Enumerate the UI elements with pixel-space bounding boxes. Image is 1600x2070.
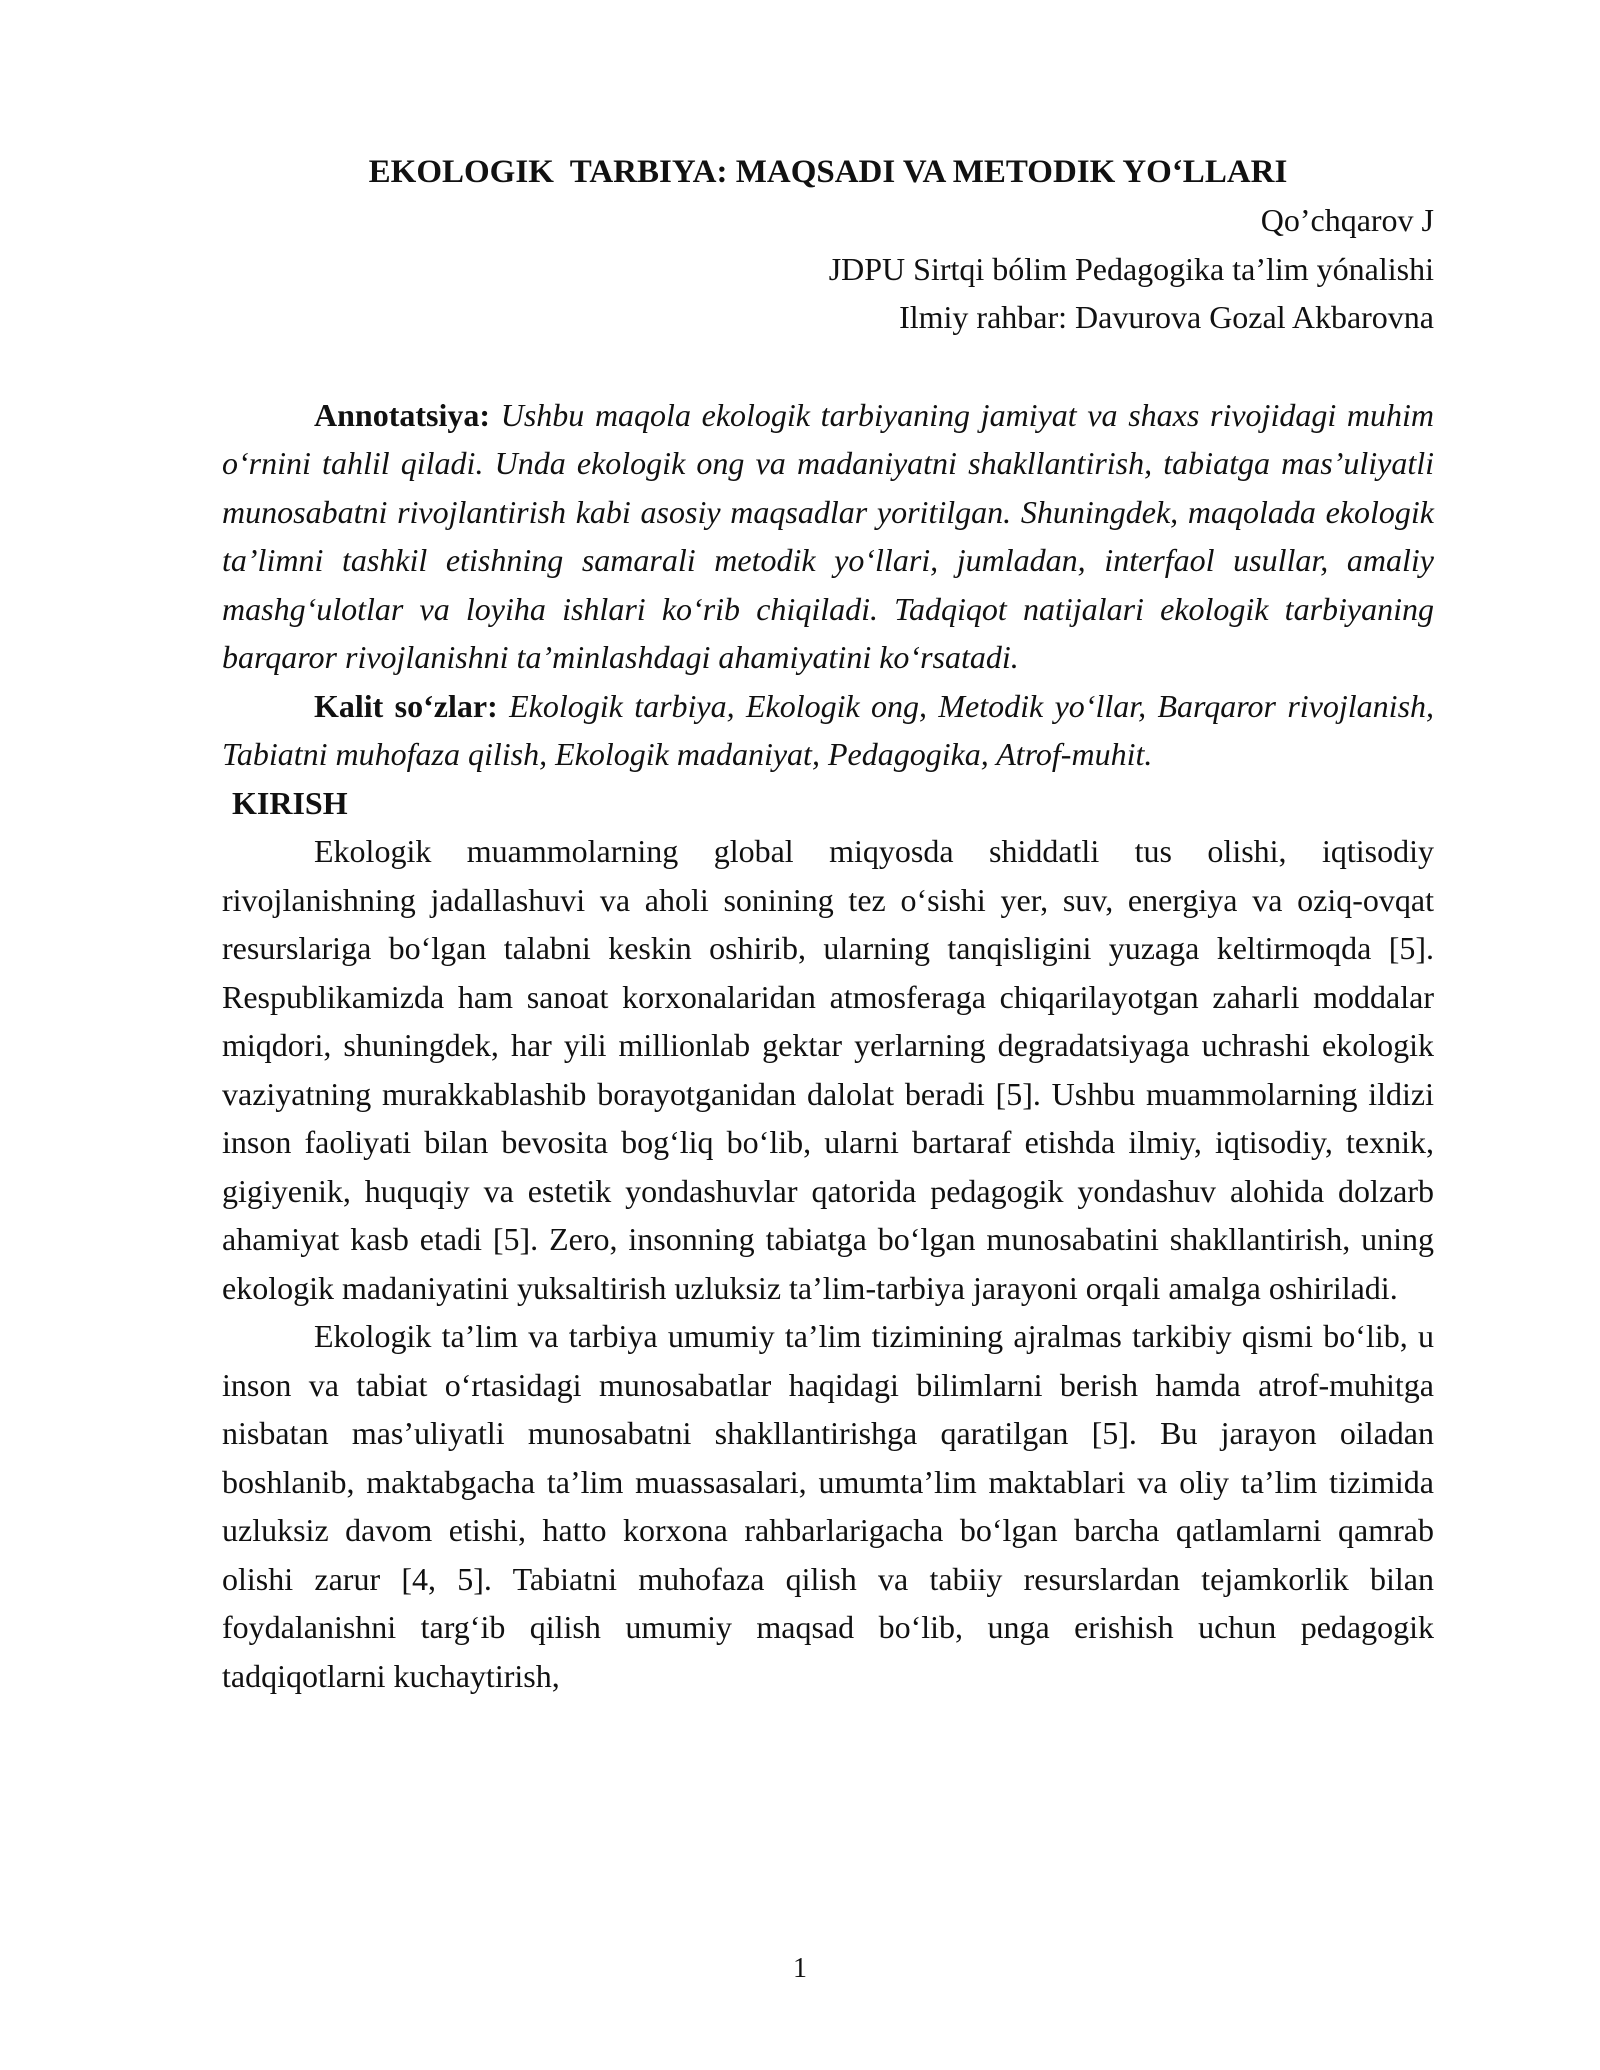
body-paragraph: Ekologik ta’lim va tarbiya umumiy ta’lim tizimining ajralmas tarkibiy qismi bo‘lib, u inson va tabiat o‘rtasidagi munosabatlar haqidagi bilimlarni berish hamda atrof-muhitga nisbatan mas’uliyatli munosabatni shakllantirishga qaratilgan [5]. Bu jarayon oiladan boshlanib, maktabgacha ta’lim muassasalari, umumta’lim maktablari va oliy ta’lim tizimida uzluksiz davom etishi, hatto korxona rahbarlarigacha bo‘lgan barcha qatlamlarni qamrab olishi zarur [4, 5]. Tabiatni muhofaza qilish va tabiiy resurslardan tejamkorlik bilan foydalanishni targ‘ib qilish umumiy maqsad bo‘lib, unga erishish uchun pedagogik tadqiqotlarni kuchaytirish,: [222, 1318, 1434, 1694]
page-number: 1: [793, 1953, 807, 1984]
keywords-label: Kalit so‘zlar:: [314, 687, 498, 724]
section-heading: KIRISH: [232, 784, 348, 821]
keywords-text: Ekologik tarbiya, Ekologik ong, Metodik yo‘llar, Barqaror rivojlanish, Tabiatni muhofaza qilish, Ekologik madaniyat, Pedagogika, Atrof-muhit.: [222, 687, 1435, 772]
scientific-supervisor: Ilmiy rahbar: Davurova Gozal Akbarovna: [899, 299, 1434, 335]
author-affiliation: JDPU Sirtqi bólim Pedagogika ta’lim yónalishi: [828, 250, 1434, 287]
annotation-text: Ushbu maqola ekologik tarbiyaning jamiyat va shaxs rivojidagi muhim o‘rnini tahlil qiladi. Unda ekologik ong va madaniyatni shakllantirish, tabiatga mas’uliyatli munosabatni rivojlantirish kabi asosiy maqsadlar yoritilgan. Shuningdek, maqolada ekologik ta’limni tashkil etishning samarali metodik yo‘llari, jumladan, interfaol usullar, amaliy mashg‘ulotlar va loyiha ishlari ko‘rib chiqiladi. Tadqiqot natijalari ekologik tarbiyaning barqaror rivojlanishni ta’minlashdagi ahamiyatini ko‘rsatadi.: [222, 396, 1435, 675]
author-name: Qo’chqarov J: [1260, 202, 1434, 238]
keywords-paragraph: [222, 682, 1434, 779]
body-paragraph: Ekologik muammolarning global miqyosda shiddatli tus olishi, iqtisodiy rivojlanishning jadallashuvi va aholi sonining tez o‘sishi yer, suv, energiya va oziq-ovqat resurslariga bo‘lgan talabni keskin oshirib, ularning tanqisligini yuzaga keltirmoqda [5]. Respublikamizda ham sanoat korxonalaridan atmosferaga chiqarilayotgan zaharli moddalar miqdori, shuningdek, har yili millionlab gektar yerlarning degradatsiyaga uchrashi ekologik vaziyatning murakkablashib borayotganidan dalolat beradi [5]. Ushbu muammolarning ildizi inson faoliyati bilan bevosita bog‘liq bo‘lib, ularni bartaraf etishda ilmiy, iqtisodiy, texnik, gigiyenik, huquqiy va estetik yondashuvlar qatorida pedagogik yondashuv alohida dolzarb ahamiyat kasb etadi [5]. Zero, insonning tabiatga bo‘lgan munosabatini shakllantirish, uning ekologik madaniyatini yuksaltirish uzluksiz ta’lim-tarbiya jarayoni orqali amalga oshiriladi.: [222, 833, 1434, 1306]
annotation-label: Annotatsiya:: [314, 396, 491, 433]
article-title: EKOLOGIK TARBIYA: MAQSADI VA METODIK YO‘LLARI: [368, 154, 1288, 190]
annotation-paragraph: [222, 391, 1434, 682]
